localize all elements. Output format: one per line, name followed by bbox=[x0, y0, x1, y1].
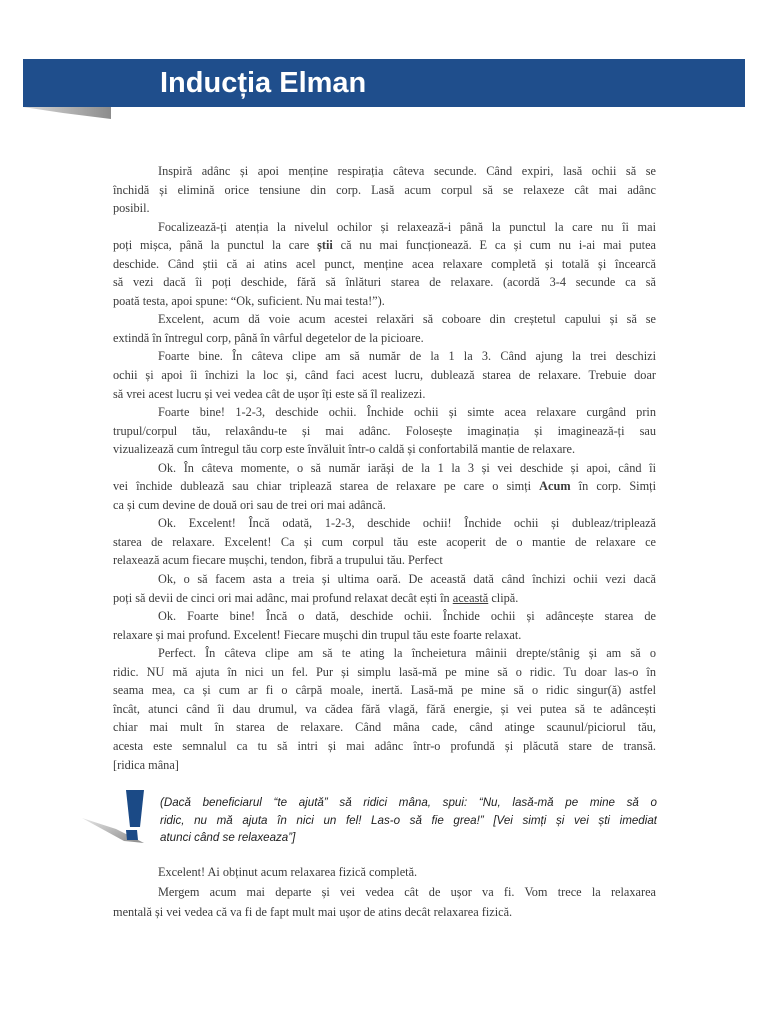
text-segment: poți mișca, până la punctul la care bbox=[113, 238, 318, 253]
paragraph bbox=[113, 347, 656, 403]
paragraph bbox=[113, 863, 656, 883]
text-line: relaxează acum fiecare mușchi, tendon, fibră a trupului tău. Perfect bbox=[113, 553, 443, 568]
closing-text bbox=[113, 863, 656, 922]
callout-text bbox=[160, 794, 657, 847]
text-line: ochii și apoi îi închizi la loc și, când faci acest lucru, dublează starea de relaxare. Trebuie doar bbox=[113, 368, 656, 383]
paragraph bbox=[160, 794, 657, 847]
text-line bbox=[113, 589, 656, 608]
text-line: vizualizează cum întregul tău corp este învăluit într-o caldă și confortabilă mantie de relaxare. bbox=[113, 442, 576, 457]
text-line: Focalizează-ți atenția la nivelul ochilor și relaxează-i până la punctul la care nu îi mai bbox=[158, 219, 656, 234]
text-line: ridic. NU mă ajuta în nici un fel. Pur și simplu lasă-mă pe mine să o ridic. Tu doar las-o în bbox=[113, 664, 656, 679]
text-line: încât, atunci când îi dau drumul, va cădea fără vlagă, fără energie, și vei putea să te adâncești bbox=[113, 701, 656, 716]
text-line bbox=[113, 477, 656, 496]
text-line: Excelent, acum dă voie acum acestei relaxări să coboare din creștetul capului și să se bbox=[158, 312, 656, 327]
text-line: posibil. bbox=[113, 201, 150, 216]
paragraph bbox=[113, 644, 656, 774]
paragraph bbox=[113, 459, 656, 515]
text-line: ca și cum devine de două ori sau de trei ori mai adâncă. bbox=[113, 497, 386, 512]
paragraph bbox=[113, 570, 656, 607]
text-line: Perfect. În câteva clipe am să te ating la încheietura mâinii drepte/stânig și am să o bbox=[158, 646, 656, 661]
text-line: atunci când se relaxeaza”] bbox=[160, 831, 296, 845]
body-text bbox=[113, 162, 656, 774]
text-line: trupul/corpul tău, relaxându-te și mai adânc. Folosește imaginația și imaginează-ți sau bbox=[113, 423, 656, 438]
text-line: mentală și vei vedea că va fi de fapt mult mai ușor de atins decât relaxarea fizică. bbox=[113, 904, 513, 919]
text-line: Foarte bine! 1-2-3, deschide ochii. Închide ochii și simte acea relaxare curgând prin bbox=[158, 405, 656, 420]
paragraph bbox=[113, 883, 656, 923]
paragraph bbox=[113, 218, 656, 311]
paragraph bbox=[113, 162, 656, 218]
text-line bbox=[113, 236, 656, 255]
text-segment: clipă. bbox=[488, 590, 519, 605]
text-line: starea de relaxare. Excelent! Ca și cum corpul tău este acoperit de o mantie de relaxare ce bbox=[113, 534, 656, 549]
underlined-text: această bbox=[452, 590, 489, 605]
text-line: extindă în întregul corp, până în vârful degetelor de la picioare. bbox=[113, 330, 424, 345]
text-line: Foarte bine. În câteva clipe am să număr de la 1 la 3. Când ajung la trei deschizi bbox=[158, 349, 656, 364]
text-line: chiar mai mult în starea de relaxare. Când mâna cade, când atinge scaunul/piciorul tău, bbox=[113, 720, 656, 735]
bold-text: știi bbox=[317, 238, 333, 253]
text-line: deschide. Când știi că ai atins acel punct, menține acea relaxare completă și totală și încearcă bbox=[113, 256, 656, 271]
text-line: acesta este semnalul ca tu să intri și mai adânc într-o profundă și plăcută stare de transă. bbox=[113, 738, 656, 753]
text-line: ridic, nu mă ajuta în nici un fel! Las-o să fie grea!” [Vei simți și vei ști imediat bbox=[160, 813, 657, 827]
text-line: Ok. Foarte bine! Încă o dată, deschide ochii. Închide ochii și adâncește starea de bbox=[158, 609, 656, 624]
text-line: să vrei acest lucru și vei vedea cât de ușor îți este să îl realizezi. bbox=[113, 386, 426, 401]
paragraph bbox=[113, 403, 656, 459]
text-line: (Dacă beneficiarul “te ajută” să ridici mâna, spui: “Nu, lasă-mă pe mine să o bbox=[160, 796, 657, 809]
text-segment: că nu mai funcționează. E ca și cum nu i-ai mai putea bbox=[332, 238, 656, 253]
text-line: închidă și elimină orice tensiune din corp. Lasă acum corpul să se relaxeze cât mai adânc bbox=[113, 182, 656, 197]
text-line: Ok, o să facem asta a treia și ultima oară. De această dată când închizi ochii vezi dacă bbox=[158, 572, 656, 587]
text-line: poată testa, apoi spune: “Ok, suficient. Nu mai testa!”). bbox=[113, 293, 385, 308]
text-line: [ridica mâna] bbox=[113, 757, 179, 772]
text-line: seama mea, ca și cum ar fi o cârpă moale, inertă. Lasă-mă pe mine să o ridic singur(ă) astfel bbox=[113, 683, 656, 698]
paragraph bbox=[113, 607, 656, 644]
paragraph bbox=[113, 310, 656, 347]
page-title: Inducția Elman bbox=[160, 67, 367, 99]
text-segment: poți să devii de cinci ori mai adânc, mai profund relaxat decât ești în bbox=[113, 590, 453, 605]
text-line: Inspiră adânc și apoi menține respirația câteva secunde. Când expiri, lasă ochii să se bbox=[158, 164, 656, 178]
text-line: relaxare și mai profund. Excelent! Fiecare mușchi din trupul tău este foarte relaxat. bbox=[113, 627, 522, 642]
text-segment: vei închide dublează sau chiar triplează starea de relaxare pe care o simți bbox=[113, 479, 540, 494]
title-banner bbox=[23, 59, 745, 107]
text-line: Ok. În câteva momente, o să număr iarăși de la 1 la 3 și vei deschide și apoi, când îi bbox=[158, 460, 656, 475]
text-segment: în corp. Simți bbox=[570, 479, 656, 494]
text-line: Mergem acum mai departe și vei vedea cât de ușor va fi. Vom trece la relaxarea bbox=[158, 884, 656, 899]
text-line: Excelent! Ai obținut acum relaxarea fizică completă. bbox=[158, 865, 418, 879]
banner-shadow-decoration bbox=[23, 107, 113, 121]
paragraph bbox=[113, 514, 656, 570]
bold-text: Acum bbox=[539, 479, 571, 494]
text-line: să vezi dacă îi poți deschide, fără să înlături starea de relaxare. (acordă 3-4 secunde ca să bbox=[113, 275, 656, 290]
text-line: Ok. Excelent! Încă odată, 1-2-3, deschide ochii! Închide ochii și dubleaz/triplează bbox=[158, 516, 656, 531]
exclamation-icon bbox=[80, 785, 152, 851]
